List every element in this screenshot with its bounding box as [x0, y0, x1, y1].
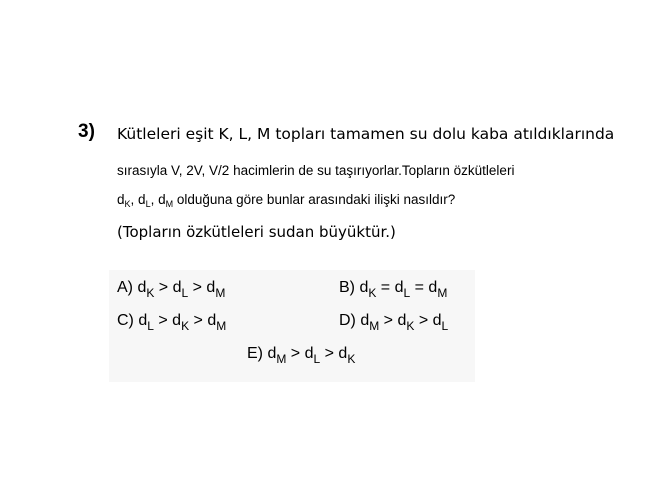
option-c[interactable]: C) $d_L > d_K > d_M$	[117, 312, 227, 333]
option-d[interactable]: D) $d_M > d_K > d_L$	[339, 312, 449, 333]
separator-2: ,	[150, 192, 159, 207]
option-b[interactable]: B) $d_K = d_L = d_M$	[339, 279, 448, 300]
subscript-k: K	[124, 199, 131, 209]
question-number: 3)	[78, 121, 95, 142]
options-box	[109, 270, 475, 382]
subscript-l: L	[145, 199, 151, 209]
question-line-2: sırasıyla V, 2V, V/2 hacimlerin de su taşırıyorlar.Topların özkütleleri	[117, 163, 515, 178]
density-symbol-m: d	[158, 192, 166, 207]
option-e[interactable]: E) $d_M > d_L > d_K$	[247, 345, 356, 366]
question-line-4: (Topların özkütleleri sudan büyüktür.)	[117, 223, 396, 241]
separator-1: ,	[130, 192, 139, 207]
subscript-m: M	[165, 199, 174, 209]
question-line-3	[117, 192, 455, 209]
option-a[interactable]: A) $d_K > d_L > d_M$	[117, 279, 226, 300]
density-symbol-k: d	[117, 192, 125, 207]
question-line-3-rest: olduğuna göre bunlar arasındaki ilişki nasıldır?	[173, 192, 456, 207]
question-line-1: Kütleleri eşit K, L, M topları tamamen su dolu kaba atıldıklarında	[117, 125, 615, 143]
density-symbol-l: d	[138, 192, 146, 207]
